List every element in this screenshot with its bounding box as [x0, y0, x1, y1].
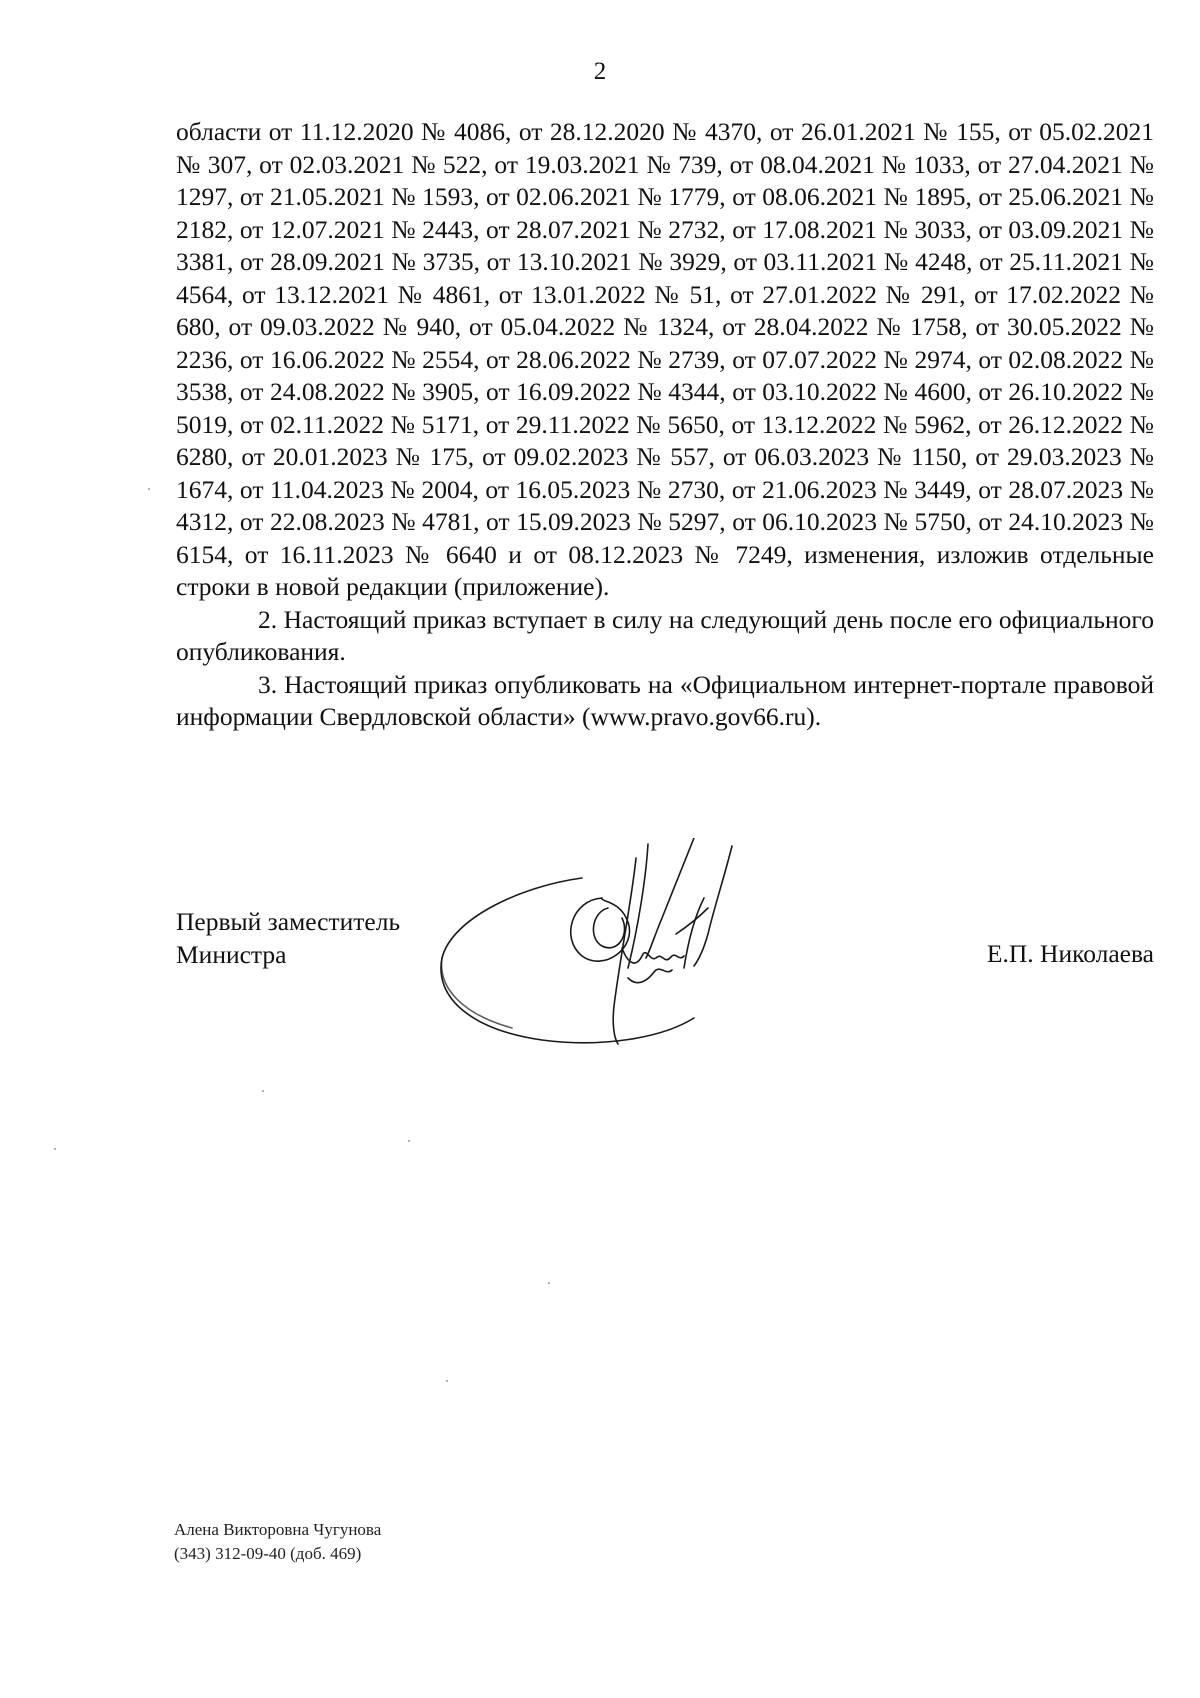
scan-speck [408, 1140, 410, 1142]
executor-phone: (343) 312-09-40 (доб. 469) [174, 1544, 362, 1563]
scan-speck [262, 1090, 264, 1092]
handwritten-signature [432, 838, 852, 1098]
document-body [176, 116, 1154, 734]
paragraph-publication: 3. Настоящий приказ опубликовать на «Официальном интернет-портале правовой информации Свердловской области» (www.pravo.gov66.ru). [176, 669, 1154, 731]
paragraph-effective-date: 2. Настоящий приказ вступает в силу на следующий день после его официального опубликования. [176, 604, 1154, 666]
signatory-position [176, 906, 400, 971]
executor-name: Алена Викторовна Чугунова [174, 1520, 382, 1539]
paragraph-amendments-list: области от 11.12.2020 № 4086, от 28.12.2020 № 4370, от 26.01.2021 № 155, от 05.02.2021 № 307, от 02.03.2021 № 522, от 19.03.2021 № 739, от 08.04.2021 № 1033, от 27.04.2021 № 1297, от 21.05.2021 № 1593, от 02.06.2021 № 1779, от 08.06.2021 № 1895, от 25.06.2021 № 2182, от 12.07.2021 № 2443, от 28.07.2021 № 2732, от 17.08.2021 № 3033, от 03.09.2021 № 3381, от 28.09.2021 № 3735, от 13.10.2021 № 3929, от 03.11.2021 № 4248, от 25.11.2021 № 4564, от 13.12.2021 № 4861, от 13.01.2022 № 51, от 27.01.2022 № 291, от 17.02.2022 № 680, от 09.03.2022 № 940, от 05.04.2022 № 1324, от 28.04.2022 № 1758, от 30.05.2022 № 2236, от 16.06.2022 № 2554, от 28.06.2022 № 2739, от 07.07.2022 № 2974, от 02.08.2022 № 3538, от 24.08.2022 № 3905, от 16.09.2022 № 4344, от 03.10.2022 № 4600, от 26.10.2022 № 5019, от 02.11.2022 № 5171, от 29.11.2022 № 5650, от 13.12.2022 № 5962, от 26.12.2022 № 6280, от 20.01.2023 № 175, от 09.02.2023 № 557, от 06.03.2023 № 1150, от 29.03.2023 № 1674, от 11.04.2023 № 2004, от 16.05.2023 № 2730, от 21.06.2023 № 3449, от 28.07.2023 № 4312, от 22.08.2023 № 4781, от 15.09.2023 № 5297, от 06.10.2023 № 5750, от 24.10.2023 № 6154, от 16.11.2023 № 6640 и от 08.12.2023 № 7249, изменения, изложив отдельные строки в новой редакции (приложение). [176, 117, 1154, 601]
scan-speck [548, 1282, 550, 1284]
signatory-position-line-1: Первый заместитель [176, 907, 401, 936]
scan-speck [148, 488, 150, 490]
scan-speck [54, 1148, 56, 1150]
page-number: 2 [593, 58, 607, 85]
signatory-name: Е.П. Николаева [986, 939, 1154, 968]
scan-speck [446, 1380, 448, 1382]
executor-contact [174, 1518, 381, 1566]
signatory-position-line-2: Министра [176, 939, 287, 969]
